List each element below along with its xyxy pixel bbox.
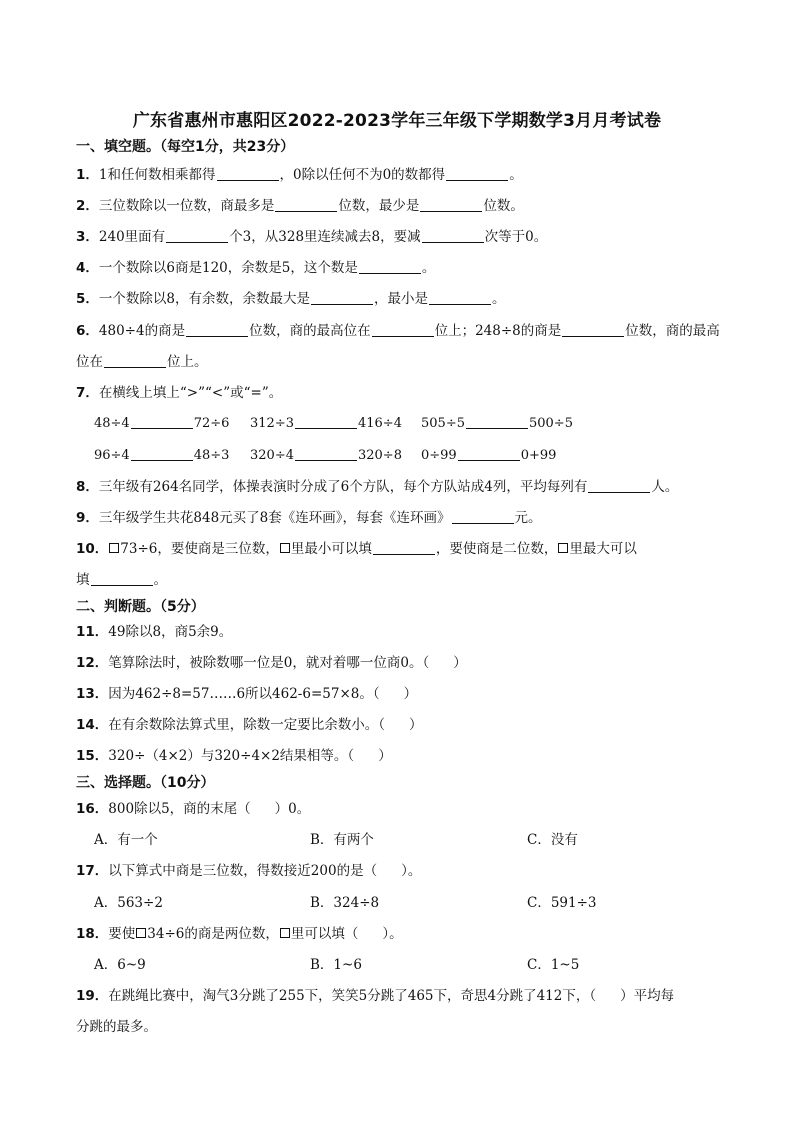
answer-blank[interactable]: [186, 322, 248, 337]
question-12: 12．笔算除法时，被除数哪一位是0，就对着哪一位商0。（ ）: [76, 655, 467, 671]
option-c[interactable]: C．1~5: [527, 957, 580, 973]
option-a[interactable]: A．563÷2: [94, 895, 163, 911]
question-10-continued: 填 。: [76, 572, 167, 588]
compare-item: 320÷4 320÷8: [250, 448, 402, 463]
answer-blank[interactable]: [217, 166, 279, 181]
answer-blank[interactable]: [131, 414, 193, 429]
answer-blank[interactable]: [359, 259, 421, 274]
compare-item: 96÷4 48÷3: [94, 448, 230, 463]
answer-blank[interactable]: [562, 322, 624, 337]
answer-blank[interactable]: [131, 446, 193, 461]
compare-item: 0÷99 0+99: [421, 448, 557, 463]
question-11: 11．49除以8，商5余9。: [76, 624, 233, 640]
box-placeholder-icon: [136, 928, 146, 938]
option-a[interactable]: A．6~9: [94, 957, 146, 973]
answer-blank[interactable]: [446, 166, 508, 181]
answer-blank[interactable]: [275, 197, 337, 212]
answer-blank[interactable]: [166, 228, 228, 243]
option-b[interactable]: B．有两个: [310, 832, 374, 848]
question-4: 4．一个数除以6商是120，余数是5，这个数是 。: [76, 260, 436, 276]
question-14: 14．在有余数除法算式里，除数一定要比余数小。（ ）: [76, 717, 423, 733]
question-19: 19．在跳绳比赛中，淘气3分跳了255下，笑笑5分跳了465下，奇思4分跳了412下，（ ）平均每: [76, 988, 675, 1004]
option-b[interactable]: B．1~6: [310, 957, 362, 973]
answer-blank[interactable]: [429, 290, 491, 305]
section-heading-multiple-choice: 三、选择题。（10分）: [76, 775, 215, 791]
option-c[interactable]: C．没有: [527, 832, 578, 848]
question-2: 2．三位数除以一位数，商最多是 位数，最少是 位数。: [76, 198, 524, 214]
box-placeholder-icon: [280, 928, 290, 938]
compare-item: 505÷5 500÷5: [421, 416, 573, 431]
option-b[interactable]: B．324÷8: [310, 895, 380, 911]
question-6-continued: 位在 位上。: [76, 354, 208, 370]
question-3: 3．240里面有 个3，从328里连续减去8，要减 次等于0。: [76, 229, 548, 245]
option-c[interactable]: C．591÷3: [527, 895, 597, 911]
answer-blank[interactable]: [422, 228, 484, 243]
section-heading-fill-blank: 一、填空题。（每空1分，共23分）: [76, 139, 295, 155]
answer-blank[interactable]: [311, 290, 373, 305]
page-title: 广东省惠州市惠阳区2022-2023学年三年级下学期数学3月月考试卷: [132, 111, 662, 131]
question-17: 17．以下算式中商是三位数，得数接近200的是（ ）。: [76, 863, 422, 879]
box-placeholder-icon: [280, 543, 290, 553]
answer-blank[interactable]: [295, 446, 357, 461]
question-10: 10． 73÷6，要使商是三位数， 里最小可以填 ，要使商是二位数， 里最大可以: [76, 541, 637, 557]
compare-item: 48÷4 72÷6: [94, 416, 230, 431]
section-heading-true-false: 二、判断题。（5分）: [76, 599, 205, 615]
question-13: 13．因为462÷8=57……6所以462-6=57×8。（ ）: [76, 686, 418, 702]
question-9: 9．三年级学生共花848元买了8套《连环画》，每套《连环画》 元。: [76, 510, 542, 526]
question-6: 6．480÷4的商是 位数，商的最高位在 位上；248÷8的商是 位数，商的最高: [76, 323, 720, 339]
answer-blank[interactable]: [295, 414, 357, 429]
option-a[interactable]: A．有一个: [94, 832, 158, 848]
answer-blank[interactable]: [104, 353, 166, 368]
question-19-continued: 分跳的最多。: [76, 1019, 157, 1035]
answer-blank[interactable]: [91, 571, 153, 586]
answer-blank[interactable]: [458, 446, 520, 461]
answer-blank[interactable]: [420, 197, 482, 212]
question-7: 7．在横线上填上“>”“<”或“=”。: [76, 385, 283, 401]
question-16: 16．800除以5，商的末尾（ ）0。: [76, 801, 311, 817]
question-15: 15．320÷（4×2）与320÷4×2结果相等。（ ）: [76, 748, 392, 764]
box-placeholder-icon: [109, 543, 119, 553]
answer-blank[interactable]: [373, 540, 435, 555]
answer-blank[interactable]: [372, 322, 434, 337]
question-18: 18．要使 34÷6的商是两位数， 里可以填（ ）。: [76, 926, 403, 942]
answer-blank[interactable]: [466, 414, 528, 429]
question-1: 1．1和任何数相乘都得 ，0除以任何不为0的数都得 。: [76, 167, 523, 183]
box-placeholder-icon: [558, 543, 568, 553]
answer-blank[interactable]: [452, 509, 514, 524]
answer-blank[interactable]: [588, 478, 650, 493]
question-5: 5．一个数除以8，有余数，余数最大是 ，最小是 。: [76, 291, 506, 307]
question-8: 8．三年级有264名同学，体操表演时分成了6个方队，每个方队站成4列，平均每列有 人。: [76, 479, 679, 495]
compare-item: 312÷3 416÷4: [250, 416, 402, 431]
